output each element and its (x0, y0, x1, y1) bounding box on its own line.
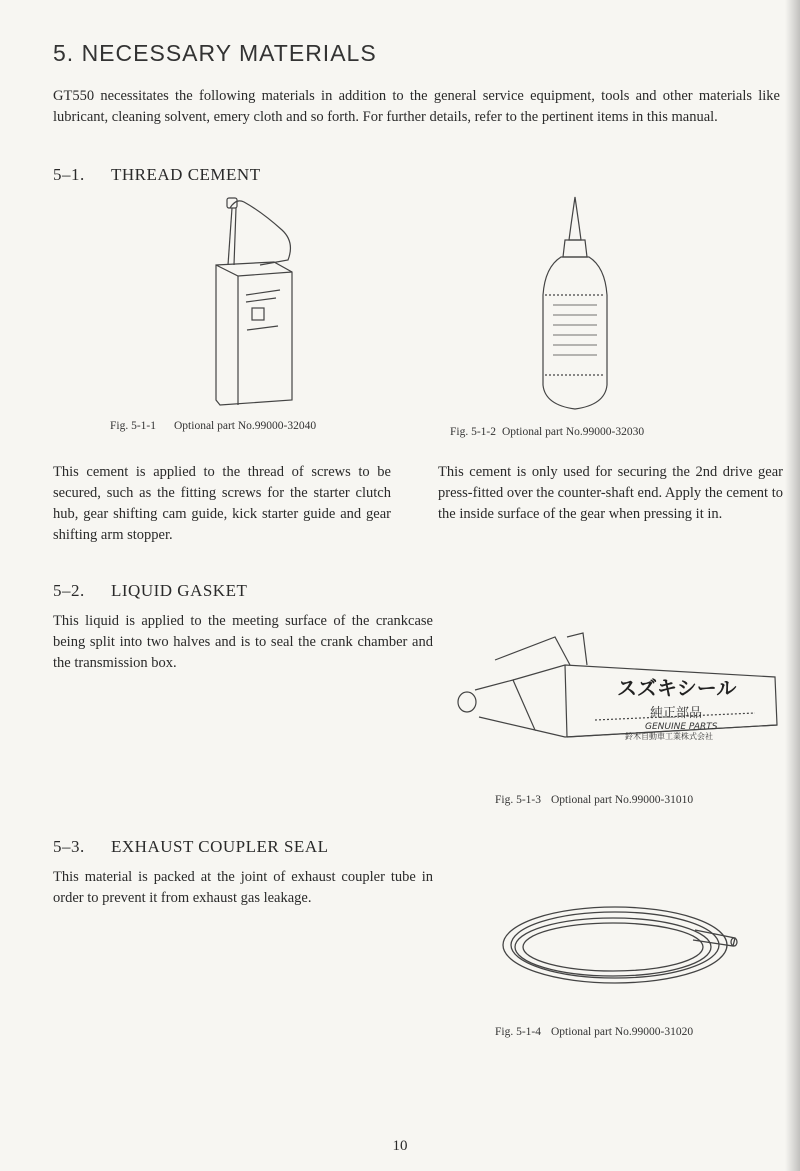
figure-label: Fig. 5-1-3 (495, 794, 541, 806)
section-5-3-heading (53, 837, 328, 857)
section-5-2-heading (53, 581, 247, 601)
section-5-2-text: This liquid is applied to the meeting surface of the crankcase being split into two halves and is to seal the crank chamber and the transmission box. (53, 613, 433, 671)
liquid-gasket-box-illustration (455, 625, 785, 755)
section-5-1-text-right: This cement is only used for securing the 2nd drive gear press-fitted over the counter-shaft end. Apply the cement to the inside surface of the gear when pressing it in. (438, 464, 783, 522)
scan-edge-shadow (785, 0, 800, 1171)
section-title: THREAD CEMENT (111, 165, 261, 184)
page-title: 5. NECESSARY MATERIALS (53, 40, 377, 66)
thread-cement-can-illustration (200, 190, 310, 415)
figure-part-number: Optional part No.99000-31020 (551, 1026, 694, 1038)
section-number: 5–1. (53, 165, 85, 184)
section-number: 5–3. (53, 837, 85, 856)
box-genuine-english: GENUINE PARTS (645, 722, 718, 732)
figure-caption-5-1-2 (450, 426, 644, 438)
box-maker-label: 鈴木自動車工業株式会社 (625, 732, 713, 741)
figure-label: Fig. 5-1-4 (495, 1026, 541, 1038)
section-5-1-heading (53, 165, 261, 185)
figure-label: Fig. 5-1-2 (450, 426, 496, 438)
section-number: 5–2. (53, 581, 85, 600)
intro-paragraph: GT550 necessitates the following materials in addition to the general service equipment, tools and other materials like lubricant, cleaning solvent, emery cloth and so forth. For further details, refer to the pertinent items in this manual. (53, 88, 780, 125)
figure-part-number: Optional part No.99000-32040 (174, 420, 317, 432)
figure-label: Fig. 5-1-1 (110, 420, 156, 432)
box-genuine-kanji: 純正部品 (650, 706, 703, 721)
box-brand-label: スズキシール (617, 676, 737, 700)
section-title: LIQUID GASKET (111, 581, 248, 600)
section-5-1-text-left: This cement is applied to the thread of screws to be secured, such as the fitting screws for the starter clutch hub, gear shifting cam guide, kick starter guide and gear shifting arm stopper. (53, 464, 391, 543)
section-5-3-text: This material is packed at the joint of exhaust coupler tube in order to prevent it from exhaust gas leakage. (53, 869, 433, 906)
section-title: EXHAUST COUPLER SEAL (111, 837, 329, 856)
figure-caption-5-1-1 (110, 420, 316, 432)
figure-caption-5-1-3 (495, 794, 693, 806)
figure-caption-5-1-4 (495, 1026, 693, 1038)
figure-part-number: Optional part No.99000-32030 (502, 426, 645, 438)
exhaust-coupler-seal-illustration (495, 890, 755, 1000)
page-number: 10 (392, 1138, 408, 1154)
figure-part-number: Optional part No.99000-31010 (551, 794, 694, 806)
thread-cement-bottle-illustration (525, 195, 625, 415)
